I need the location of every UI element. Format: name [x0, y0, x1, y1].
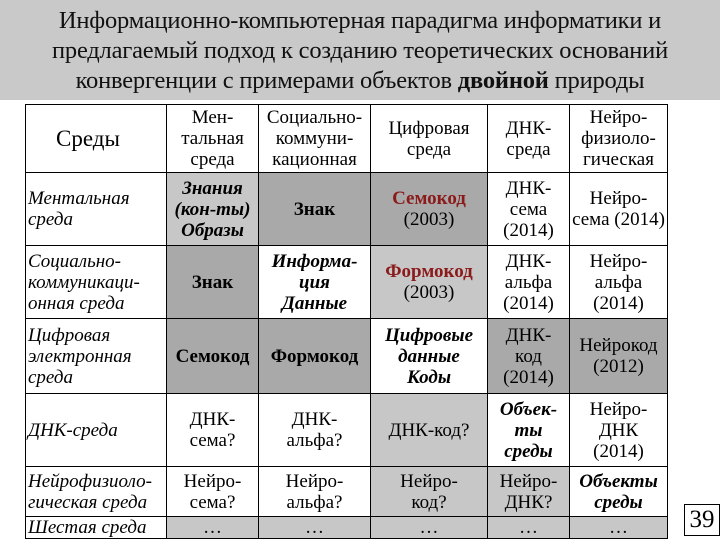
column-header-neuro: Нейро- физиоло- гическая [570, 105, 668, 173]
cell-neuro-alpha-q: Нейро- альфа? [259, 467, 371, 517]
cell-ellipsis-4: … [488, 517, 570, 539]
cell-neuro-alpha: Нейро- альфа (2014) [570, 246, 668, 319]
cell-neuro-sema: Нейро- сема (2014) [570, 173, 668, 246]
cell-knowledge: Знания (кон-ты) Образы [167, 173, 259, 246]
column-header-dna: ДНК- среда [488, 105, 570, 173]
corner-header: Среды [26, 105, 167, 173]
row-header-sixth: Шестая среда [26, 517, 167, 539]
cell-dna-alpha-q: ДНК- альфа? [259, 394, 371, 467]
cell-sign-2: Знак [167, 246, 259, 319]
cell-neuro-dna-q: Нейро- ДНК? [488, 467, 570, 517]
title-line-3 [76, 66, 645, 96]
cell-environment-objects-2: Объекты среды [570, 467, 668, 517]
cell-ellipsis-3: … [371, 517, 488, 539]
table-row-sixth [26, 517, 668, 539]
cell-semocode-2: Семокод [167, 319, 259, 394]
cell-environment-objects: Объек- ты среды [488, 394, 570, 467]
cell-information: Информа- ция Данные [259, 246, 371, 319]
cell-ellipsis-2: … [259, 517, 371, 539]
table-header-row [26, 105, 668, 173]
row-header-mental: Ментальная среда [26, 173, 167, 246]
table-row-mental [26, 173, 668, 246]
row-header-neuro: Нейрофизиоло- гическая среда [26, 467, 167, 517]
title-line-3-end: природы [548, 67, 645, 94]
title-line-3-start: конвергенции с примерами объектов [75, 67, 458, 94]
table-row-social [26, 246, 668, 319]
column-header-social: Социально- коммуни- кационная [259, 105, 371, 173]
title-line-1: Информационно-компьютерная парадигма информатики и [58, 7, 662, 34]
cell-dna-code-q: ДНК-код? [371, 394, 488, 467]
cell-neuro-sema-q: Нейро- сема? [167, 467, 259, 517]
cell-neuro-code-q: Нейро- код? [371, 467, 488, 517]
title-line-2: предлагаемый подход к созданию теоретических оснований [51, 37, 669, 64]
convergence-table [25, 104, 668, 539]
table-row-digital [26, 319, 668, 394]
table-row-dna [26, 394, 668, 467]
title-emphasis: двойной [457, 67, 549, 94]
column-header-digital: Цифровая среда [371, 105, 488, 173]
cell-dna-code: ДНК- код (2014) [488, 319, 570, 394]
page-number: 39 [684, 504, 720, 536]
cell-ellipsis-5: … [570, 517, 668, 539]
slide-title [0, 0, 720, 100]
cell-dna-sema: ДНК- сема (2014) [488, 173, 570, 246]
cell-ellipsis-1: … [167, 517, 259, 539]
cell-dna-sema-q: ДНК- сема? [167, 394, 259, 467]
row-header-social: Социально- коммуникаци- онная среда [26, 246, 167, 319]
cell-neurocode: Нейрокод (2012) [570, 319, 668, 394]
cell-digital-data: Цифровые данные Коды [371, 319, 488, 394]
row-header-dna: ДНК-среда [26, 394, 167, 467]
column-header-mental: Мен- тальная среда [167, 105, 259, 173]
cell-dna-alpha: ДНК- альфа (2014) [488, 246, 570, 319]
cell-formocode: Формокод (2003) [371, 246, 488, 319]
cell-sign: Знак [259, 173, 371, 246]
cell-semocode: Семокод (2003) [371, 173, 488, 246]
cell-formocode-2: Формокод [259, 319, 371, 394]
table-row-neuro [26, 467, 668, 517]
cell-neuro-dna: Нейро- ДНК (2014) [570, 394, 668, 467]
row-header-digital: Цифровая электронная среда [26, 319, 167, 394]
